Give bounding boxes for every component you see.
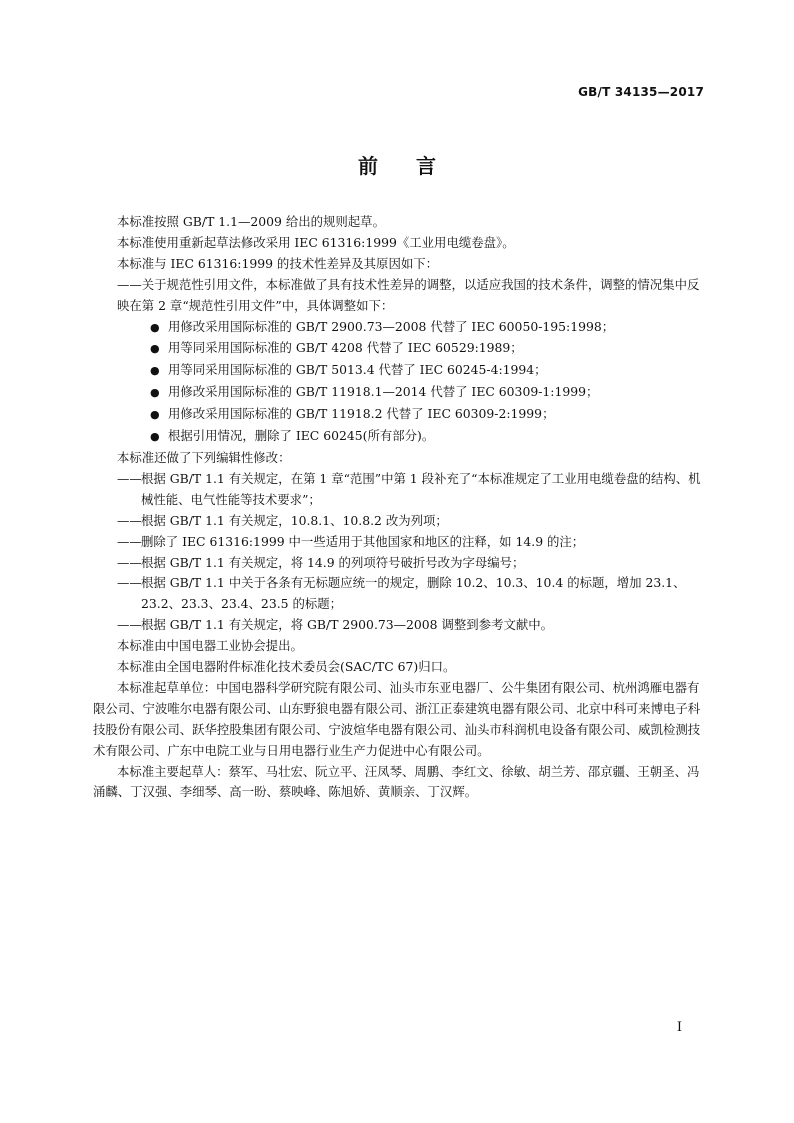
paragraph: 本标准由中国电器工业协会提出。 bbox=[117, 638, 303, 654]
item-text: 根据 GB/T 1.1 有关规定，在第 1 章“范围”中第 1 段补充了“本标准规定了工业用电缆卷盘的结构、机械性能、电气性能等技术要求”； bbox=[141, 470, 701, 507]
title-char-1: 前 bbox=[358, 154, 378, 178]
technical-difference-item bbox=[93, 275, 705, 317]
dash-marker: —— bbox=[117, 512, 142, 528]
editorial-item bbox=[93, 553, 705, 574]
list-item bbox=[93, 360, 705, 382]
paragraph: 本标准由全国电器附件标准化技术委员会(SAC/TC 67)归口。 bbox=[117, 659, 456, 675]
foreword-body bbox=[93, 212, 705, 803]
bullet-icon: ● bbox=[150, 386, 160, 400]
item-text: 根据引用情况，删除了 IEC 60245(所有部分)。 bbox=[168, 428, 435, 444]
item-text: 根据 GB/T 1.1 中关于各条有无标题应统一的规定，删除 10.2、10.3、10.4 的标题，增加 23.1、23.2、23.3、23.4、23.5 的标题； bbox=[141, 575, 686, 612]
bullet-icon: ● bbox=[150, 342, 160, 356]
item-text: 关于规范性引用文件，本标准做了具有技术性差异的调整，以适应我国的技术条件，调整的情况集中反映在第 2 章“规范性引用文件”中，具体调整如下： bbox=[117, 276, 700, 313]
bullet-icon: ● bbox=[150, 430, 160, 444]
paragraph: 本标准还做了下列编辑性修改： bbox=[117, 449, 291, 465]
page-number: I bbox=[676, 1020, 682, 1035]
item-text: 用等同采用国际标准的 GB/T 5013.4 代替了 IEC 60245-4:1994； bbox=[168, 362, 547, 378]
item-text: 用修改采用国际标准的 GB/T 2900.73—2008 代替了 IEC 60050-195:1998； bbox=[168, 318, 615, 334]
dash-marker: —— bbox=[117, 276, 142, 292]
title-char-2: 言 bbox=[416, 154, 436, 178]
list-item bbox=[93, 404, 705, 426]
item-text: 根据 GB/T 1.1 有关规定，将 14.9 的列项符号破折号改为字母编号； bbox=[141, 554, 525, 570]
list-item bbox=[93, 382, 705, 404]
list-item bbox=[93, 426, 705, 448]
editorial-item bbox=[93, 532, 705, 553]
dash-marker: —— bbox=[117, 470, 142, 486]
bullet-icon: ● bbox=[150, 364, 160, 378]
item-text: 用修改采用国际标准的 GB/T 11918.2 代替了 IEC 60309-2:1999； bbox=[168, 406, 555, 422]
item-text: 用修改采用国际标准的 GB/T 11918.1—2014 代替了 IEC 60309-1:1999； bbox=[168, 384, 599, 400]
editorial-item bbox=[93, 573, 705, 615]
item-text: 用等同采用国际标准的 GB/T 4208 代替了 IEC 60529:1989； bbox=[168, 340, 523, 356]
drafters: 本标准主要起草人：蔡军、马壮宏、阮立平、汪凤琴、周鹏、李红文、徐敏、胡兰芳、邵京疆、王朝圣、冯涌麟、丁汉强、李细琴、高一盼、蔡映峰、陈旭娇、黄顺亲、丁汉辉。 bbox=[93, 763, 700, 800]
item-text: 根据 GB/T 1.1 有关规定，10.8.1、10.8.2 改为列项； bbox=[141, 512, 448, 528]
drafting-units: 本标准起草单位：中国电器科学研究院有限公司、汕头市东亚电器厂、公牛集团有限公司、杭州鸿雁电器有限公司、宁波唯尔电器有限公司、山东野狼电器有限公司、浙江正泰建筑电器有限公司、北京中科可来博电子科技股份有限公司、跃华控股集团有限公司、宁波煊华电器有限公司、汕头市科润机电设备有限公司、威凯检测技术有限公司、广东中电院工业与日用电器行业生产力促进中心有限公司。 bbox=[93, 679, 701, 758]
editorial-item bbox=[93, 615, 705, 636]
page-title bbox=[0, 150, 794, 179]
item-text: 删除了 IEC 61316:1999 中一些适用于其他国家和地区的注释，如 14.9 的注； bbox=[141, 533, 585, 549]
dash-marker: —— bbox=[117, 533, 142, 549]
standard-number: GB/T 34135—2017 bbox=[578, 85, 704, 99]
dash-marker: —— bbox=[117, 617, 142, 633]
paragraph: 本标准按照 GB/T 1.1—2009 给出的规则起草。 bbox=[117, 214, 385, 229]
list-item bbox=[93, 338, 705, 360]
dash-marker: —— bbox=[117, 554, 142, 570]
paragraph: 本标准使用重新起草法修改采用 IEC 61316:1999《工业用电缆卷盘》。 bbox=[117, 234, 515, 250]
list-item bbox=[93, 317, 705, 339]
bullet-icon: ● bbox=[150, 320, 160, 334]
editorial-item bbox=[93, 511, 705, 532]
paragraph: 本标准与 IEC 61316:1999 的技术性差异及其原因如下： bbox=[117, 255, 439, 271]
item-text: 根据 GB/T 1.1 有关规定，将 GB/T 2900.73—2008 调整到参考文献中。 bbox=[141, 617, 554, 633]
dash-marker: —— bbox=[117, 575, 142, 591]
bullet-icon: ● bbox=[150, 408, 160, 422]
editorial-item bbox=[93, 469, 705, 511]
